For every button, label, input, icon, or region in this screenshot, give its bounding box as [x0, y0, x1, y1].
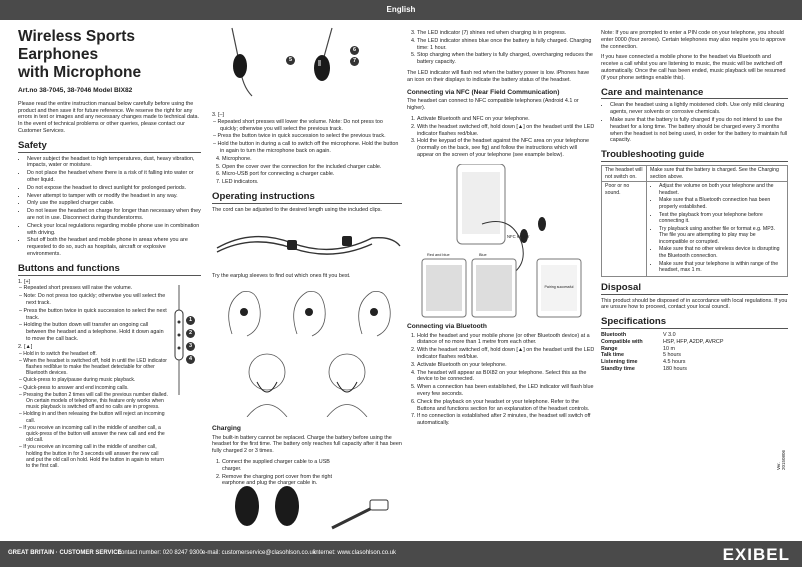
spec-value: HSP, HFP, A2DP, AVRCP	[663, 338, 724, 345]
specifications-heading: Specifications	[601, 319, 788, 329]
charging-steps-continued	[407, 30, 595, 66]
wearing-illustration	[212, 347, 402, 417]
pin-note: Note: If you are prompted to enter a PIN code on your telephone, you should enter 0000 (four zeroes). Certain telephones may also require you to approve the connection.	[601, 30, 786, 50]
article-number: Art.no 38-7045, 38-7046 Model BIX82	[18, 87, 133, 94]
call-music-text: If you have connected a mobile phone to the headset via Bluetooth and receive a call whilst you are listening to music, the music will be switched off automatically. Once the call has been ended, music playback will be resumed (if your phone settings enable this).	[601, 54, 786, 81]
list-item: – When the headset is switched off, hold in until the LED indicator flashes red/blue to make the headset detectable for other Bluetooth devices.	[26, 358, 168, 377]
list-item: • Make sure that your telephone is within range of the headset, max 1 m.	[659, 261, 784, 274]
language-header: English	[0, 0, 802, 20]
list-item: 3. Hold the keypad of the headset against the NFC area on your telephone (normally on the back, see fig) and follow the instructions which will appear on the screen of your telephone (see example below).	[417, 138, 595, 158]
operating-text: The cord can be adjusted to the desired length using the included clips.	[212, 206, 382, 213]
footer-bar	[0, 541, 802, 567]
list-item: 2. With the headset switched off, hold down [▲] on the headset until the LED indicator flashes red/blue.	[417, 347, 595, 361]
remote-number-badge: 3	[186, 342, 195, 351]
figure-number-badge: 6	[350, 46, 359, 55]
nfc-illustration	[407, 160, 595, 318]
spec-value: 5 hours	[663, 352, 681, 359]
footer-website: internet: www.clasohlson.co.uk	[314, 550, 397, 556]
column-3	[407, 30, 595, 428]
remote-control-figure	[170, 285, 200, 395]
cord-clips-illustration	[212, 218, 402, 268]
list-item: • Clean the headset using a lightly moistened cloth. Use only mild cleaning agents, never solvents or corrosive chemicals.	[610, 102, 788, 116]
phone-label: Red and blue	[427, 252, 450, 257]
spec-value: 10 m	[663, 345, 675, 352]
list-item: • Do not leave the headset on charge for longer than necessary when they are not in use. Disconnect during thunderstorms.	[27, 208, 201, 222]
care-heading: Care and maintenance	[601, 90, 788, 100]
table-row	[602, 165, 788, 181]
spec-key: Compatible with	[601, 338, 643, 345]
list-item: – Note: Do not press too quickly; otherwise you will select the next track.	[26, 293, 168, 307]
list-item: • Make sure that no other wireless device is disrupting the Bluetooth connection.	[659, 246, 784, 259]
phones-figure	[412, 164, 592, 322]
list-item: • Do not expose the headset to direct sunlight for prolonged periods.	[27, 185, 201, 192]
list-item: 7. If no connection is established after 2 minutes, the headset will switch off automatically.	[417, 413, 595, 427]
list-item: • Never attempt to tamper with or modify the headset in any way.	[27, 193, 201, 200]
spec-value: 180 hours	[663, 366, 687, 373]
parts-list	[212, 156, 402, 186]
list-item: 4. The headset will appear as BIX82 on your telephone. Select this as the device to be connected.	[417, 370, 595, 384]
button-1-label: 1. [+]	[18, 278, 31, 285]
list-item: 3. The LED indicator (7) shines red when charging is in progress.	[417, 30, 595, 37]
column-2	[212, 112, 402, 488]
list-item: – Pressing the button 2 times will call the previous number dialled. On certain models of telephone, this feature only works when music playback is switched off and no calls are in progress.	[26, 392, 168, 411]
troubleshooting-heading: Troubleshooting guide	[601, 152, 788, 162]
remote-illustration	[170, 285, 200, 400]
list-item: – Repeated short presses will lower the volume. Note: Do not press too quickly; otherwise you will select the previous track.	[220, 119, 402, 133]
phone-label: Blue	[479, 252, 487, 257]
table-row	[602, 182, 788, 277]
list-item: – Press the button twice in quick succession to select the next track.	[26, 308, 168, 322]
brand-logo: EXIBEL	[722, 545, 790, 564]
list-item: – Holding the button down will transfer an ongoing call between the headset and a telephone. Hold it down again to move the call back.	[26, 322, 168, 342]
product-title: Wireless Sports Earphones with Microphone	[18, 28, 142, 81]
list-item: 6. Micro-USB port for connecting a charger cable.	[222, 171, 402, 178]
nfc-steps	[407, 116, 595, 159]
list-item: – Hold in to switch the headset off.	[26, 351, 168, 357]
specifications-table	[601, 332, 733, 373]
button-3-label: 3. [–]	[212, 112, 224, 118]
list-item: • Never subject the headset to high temperatures, dust, heavy vibration, impacts, water or moisture.	[27, 156, 201, 170]
table-row	[601, 332, 733, 339]
button-3-list	[212, 119, 402, 155]
table-row	[601, 352, 733, 359]
list-item: 1. Hold the headset and your mobile phone (or other Bluetooth device) at a distance of no more than 1 metre from each other.	[417, 333, 595, 347]
list-item: 7. LED indicators.	[222, 179, 402, 186]
figure-number-badge: 5	[286, 56, 295, 65]
table-row	[601, 366, 733, 373]
list-item: • Test the playback from your telephone before connecting it.	[659, 212, 784, 225]
list-item: 5. Stop charging when the battery is fully charged, overcharging reduces the battery capacity.	[417, 52, 595, 66]
problem-cell: Poor or no sound.	[602, 182, 647, 277]
footer-region: GREAT BRITAIN · CUSTOMER SERVICE	[8, 550, 122, 556]
charging-heading: Charging	[212, 424, 241, 432]
button-1-list	[18, 285, 168, 342]
list-item: – Press the button twice in quick succession to select the previous track.	[220, 133, 402, 140]
list-item: – If you receive an incoming call in the middle of another call, a quick-press of the button will answer the new call and end the old call.	[26, 425, 168, 444]
list-item: 1. Connect the supplied charger cable to a USB charger.	[222, 459, 342, 473]
spec-value: V 3.0	[663, 332, 676, 339]
nfc-heading: Connecting via NFC (Near Field Communication)	[407, 88, 560, 96]
sleeves-text: Try the earplug sleeves to find out which ones fit you best.	[212, 273, 351, 280]
spec-key: Listening time	[601, 359, 638, 366]
list-item: • Make sure that the battery is fully charged if you do not intend to use the headset for a long time. The battery should be charged every 3 months when the headset is not being used, in order for the battery to maintain full capacity.	[610, 117, 788, 144]
buttons-heading: Buttons and functions	[18, 266, 201, 276]
list-item: 6. Check the playback on your headset or your telephone. Refer to the Buttons and functions section for an explanation of the headset controls.	[417, 399, 595, 413]
charger-cable-figure	[222, 478, 402, 538]
table-row	[601, 346, 733, 353]
safety-list	[18, 156, 201, 258]
spec-value: 4.5 hours	[663, 359, 686, 366]
column-1	[18, 28, 201, 470]
footer-email: e-mail: customerservice@clasohlson.co.uk	[202, 550, 316, 556]
list-item: 4. Microphone.	[222, 156, 402, 163]
solution-cell	[647, 182, 788, 277]
list-item: 2. Remove the charging port cover from the right earphone and plug the charger cable in.	[222, 474, 342, 488]
table-row	[601, 339, 733, 346]
spec-key: Bluetooth	[601, 332, 627, 339]
remote-number-badge: 1	[186, 316, 195, 325]
solution-cell: Make sure that the battery is charged. See the Charging section above.	[647, 165, 788, 181]
list-item: 2. With the headset switched off, hold down [▲] on the headset until the LED indicator flashes red/blue.	[417, 124, 595, 138]
list-item: • Check your local regulations regarding mobile phone use in combination with driving.	[27, 223, 201, 237]
led-text: The LED indicator will flash red when the battery power is low. iPhones have an icon on their displays to indicate the battery status of the headset.	[407, 69, 590, 83]
charging-illustration	[222, 478, 402, 543]
safety-heading: Safety	[18, 143, 201, 153]
list-item: – Quick-press to play/pause during music playback.	[26, 377, 168, 383]
disposal-text: This product should be disposed of in accordance with local regulations. If you are unsure how to proceed, contact your local council.	[601, 297, 788, 311]
list-item: – If you receive an incoming call in the middle of another call, holding the button in for 3 seconds will answer the new call and put the old call on hold. Hold the button in again to return to the first call.	[26, 444, 168, 469]
earphones-illustration	[222, 26, 362, 108]
list-item: • Only use the supplied charger cable.	[27, 200, 201, 207]
remote-number-badge: 4	[186, 355, 195, 364]
figure-number-badge: 7	[350, 57, 359, 66]
list-item: 1. Activate Bluetooth and NFC on your telephone.	[417, 116, 595, 123]
charging-text: The built-in battery cannot be replaced. Charge the battery before using the headset for the first time. The battery only reaches full capacity after it has been fully charged 2 or 3 times.	[212, 434, 402, 455]
list-item: – Quick-press to answer and end incoming calls.	[26, 385, 168, 391]
list-item: – Hold the button in during a call to switch off the microphone. Hold the button in again to turn the microphone back on again.	[220, 141, 402, 155]
spec-key: Talk time	[601, 352, 624, 359]
troubleshooting-table	[601, 165, 788, 277]
spec-key: Standby time	[601, 366, 635, 373]
list-item: 3. Activate Bluetooth on your telephone.	[417, 362, 595, 369]
operating-heading: Operating instructions	[212, 194, 402, 204]
button-2-label: 2. [▲]	[18, 343, 33, 350]
list-item: 5. When a connection has been established, the LED indicator will flash blue every few seconds.	[417, 384, 595, 398]
list-item: • Adjust the volume on both your telephone and the headset.	[659, 183, 784, 196]
nfc-sensor-label: NFC sensor	[507, 233, 530, 239]
bluetooth-heading: Connecting via Bluetooth	[407, 322, 487, 330]
list-item: – Holding in and then releasing the button will reject an incoming call.	[26, 411, 168, 423]
bluetooth-steps	[407, 333, 595, 427]
earplug-fitting-illustration	[212, 284, 402, 344]
list-item: • Make sure that a Bluetooth connection has been properly established.	[659, 197, 784, 210]
list-item: • Try playback using another file or format e.g. MP3. The file you are attempting to play may be incompatible or corrupted.	[659, 226, 784, 246]
disposal-heading: Disposal	[601, 285, 788, 295]
list-item: 4. The LED indicator shines blue once the battery is fully charged. Charging time: 1 hour.	[417, 38, 595, 52]
table-row	[601, 359, 733, 366]
list-item: • Shut off both the headset and mobile phone in areas where you are requested to do so, such as hospitals, aircraft or explosive environments.	[27, 237, 201, 257]
phone-label: Pairing successful	[544, 284, 574, 289]
intro-text: Please read the entire instruction manual below carefully before using the product and then save it for future reference. We reserve the right for any errors in text or images and any necessary changes made to technical data. In the event of technical problems or other queries, please contact our Customer Services.	[18, 100, 199, 134]
remote-number-badge: 2	[186, 329, 195, 338]
problem-cell: The headset will not switch on.	[602, 165, 647, 181]
list-item: – Repeated short presses will raise the volume.	[26, 285, 168, 292]
version-label: Ver. 20150806	[776, 449, 786, 470]
nfc-intro: The headset can connect to NFC compatible telephones (Android 4.1 or higher).	[407, 98, 579, 112]
footer-phone: contact number: 020 8247 9300	[118, 550, 203, 556]
earphone-parts-figure	[222, 26, 362, 113]
button-2-list	[18, 351, 168, 470]
list-item: • Do not place the headset where there is a risk of it falling into water or other liquid.	[27, 170, 201, 184]
care-list	[601, 102, 788, 144]
column-4	[601, 30, 788, 373]
list-item: 5. Open the cover over the connection for the included charger cable.	[222, 164, 402, 171]
spec-key: Range	[601, 345, 618, 352]
